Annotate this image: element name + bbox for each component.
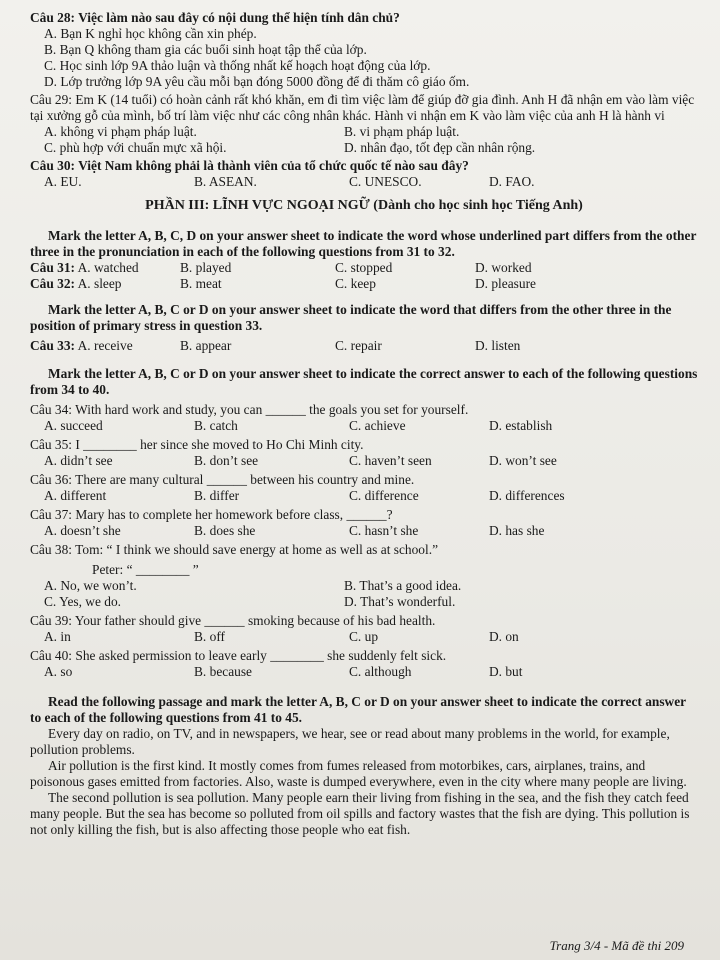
q35-option-b: B. don’t see [194, 453, 259, 468]
q40-options [30, 664, 698, 680]
q39-option-c: C. up [349, 629, 379, 644]
q29-options-row1 [30, 124, 698, 140]
instruction-31-32: Mark the letter A, B, C, D on your answer sheet to indicate the word whose underlined part differs from the other three in the pronunciation in each of the following questions from 31 to 32. [30, 228, 697, 259]
question-28: Câu 28: Việc làm nào sau đây có nội dung thể hiện tính dân chủ? [30, 10, 400, 25]
q38-option-b: B. That’s a good idea. [344, 578, 462, 593]
q32-option-a: Câu 32: A. sleep [30, 276, 122, 291]
q29-options-row2 [30, 140, 698, 156]
q37-option-a: A. doesn’t she [44, 523, 121, 538]
q35-options [30, 453, 698, 469]
q30-option-a: A. EU. [44, 174, 82, 189]
q34-option-c: C. achieve [349, 418, 406, 433]
q31-option-a: Câu 31: A. watched [30, 260, 139, 275]
q28-option-d: D. Lớp trưởng lớp 9A yêu cầu mỗi bạn đóng 5000 đồng để đi thăm cô giáo ốm. [44, 74, 470, 89]
q40-option-b: B. because [194, 664, 253, 679]
question-39: Câu 39: Your father should give ______ smoking because of his bad health. [30, 613, 436, 628]
instruction-33: Mark the letter A, B, C or D on your answer sheet to indicate the word that differs from the other three in the position of primary stress in question 33. [30, 302, 672, 333]
question-31 [30, 260, 698, 276]
q38-peter-line: Peter: “ ________ ” [92, 562, 199, 577]
instruction-41-45: Read the following passage and mark the letter A, B, C or D on your answer sheet to indicate the correct answer to each of the following questions from 41 to 45. [30, 694, 686, 725]
q36-options [30, 488, 698, 504]
q36-option-d: D. differences [489, 488, 565, 503]
q28-option-a: A. Bạn K nghỉ học không cần xin phép. [44, 26, 257, 41]
q30-option-c: C. UNESCO. [349, 174, 422, 189]
question-30: Câu 30: Việt Nam không phải là thành viên của tổ chức quốc tế nào sau đây? [30, 158, 469, 173]
q35-option-c: C. haven’t seen [349, 453, 432, 468]
q33-option-d: D. listen [475, 338, 521, 353]
q32-option-c: C. keep [335, 276, 376, 291]
passage-paragraph-2: Air pollution is the first kind. It mostly comes from fumes released from motorbikes, cars, airplanes, trains, and poisonous gases emitted from factories. Also, waste is dumped everywhere, even in the city where many people are living. [30, 758, 687, 789]
q40-option-a: A. so [44, 664, 73, 679]
q33-option-a: Câu 33: A. receive [30, 338, 133, 353]
q35-option-d: D. won’t see [489, 453, 557, 468]
question-34: Câu 34: With hard work and study, you can ______ the goals you set for yourself. [30, 402, 469, 417]
q38-option-a: A. No, we won’t. [44, 578, 137, 593]
q32-option-d: D. pleasure [475, 276, 536, 291]
question-35: Câu 35: I ________ her since she moved to Ho Chi Minh city. [30, 437, 364, 452]
q35-option-a: A. didn’t see [44, 453, 113, 468]
q31-option-d: D. worked [475, 260, 532, 275]
q40-option-c: C. although [349, 664, 412, 679]
part-3-title: PHẦN III: LĨNH VỰC NGOẠI NGỮ (Dành cho học sinh học Tiếng Anh) [145, 198, 583, 213]
q38-option-d: D. That’s wonderful. [344, 594, 456, 609]
q36-option-b: B. differ [194, 488, 240, 503]
page-footer: Trang 3/4 - Mã đề thi 209 [549, 938, 684, 953]
q31-option-c: C. stopped [335, 260, 393, 275]
q37-option-c: C. hasn’t she [349, 523, 419, 538]
q28-option-b: B. Bạn Q không tham gia các buổi sinh hoạt tập thể của lớp. [44, 42, 367, 57]
question-33 [30, 338, 698, 354]
q32-option-b: B. meat [180, 276, 222, 291]
q39-option-b: B. off [194, 629, 225, 644]
question-36: Câu 36: There are many cultural ______ between his country and mine. [30, 472, 415, 487]
q29-option-c: C. phù hợp với chuẩn mực xã hội. [44, 140, 227, 155]
q31-option-b: B. played [180, 260, 232, 275]
q39-options [30, 629, 698, 645]
q29-option-b: B. vi phạm pháp luật. [344, 124, 460, 139]
q34-options [30, 418, 698, 434]
q38-options-row2 [30, 594, 698, 610]
q38-option-c: C. Yes, we do. [44, 594, 122, 609]
q38-options-row1 [30, 578, 698, 594]
question-29: Câu 29: Em K (14 tuổi) có hoàn cảnh rất khó khăn, em đi tìm việc làm để giúp đỡ gia đình. Anh H đã nhận em vào làm việc tại xưởng gỗ của mình, bố trí làm việc như các công nhân khác. Hành vi nhận em K vào làm việc của anh H là hành vi [30, 92, 695, 123]
q34-option-d: D. establish [489, 418, 553, 433]
q39-option-a: A. in [44, 629, 71, 644]
q40-option-d: D. but [489, 664, 523, 679]
q30-option-b: B. ASEAN. [194, 174, 257, 189]
question-38: Câu 38: Tom: “ I think we should save energy at home as well as at school.” [30, 542, 439, 557]
question-37: Câu 37: Mary has to complete her homework before class, ______? [30, 507, 393, 522]
q33-option-c: C. repair [335, 338, 382, 353]
instruction-34-40: Mark the letter A, B, C or D on your answer sheet to indicate the correct answer to each of the following questions from 34 to 40. [30, 366, 698, 397]
q28-option-c: C. Học sinh lớp 9A thảo luận và thống nhất kế hoạch hoạt động của lớp. [44, 58, 431, 73]
q36-option-a: A. different [44, 488, 107, 503]
q34-option-a: A. succeed [44, 418, 103, 433]
passage-paragraph-1: Every day on radio, on TV, and in newspapers, we hear, see or read about many problems in the world, for example, pollution problems. [30, 726, 670, 757]
question-40: Câu 40: She asked permission to leave early ________ she suddenly felt sick. [30, 648, 447, 663]
q29-option-d: D. nhân đạo, tốt đẹp cần nhân rộng. [344, 140, 536, 155]
question-32 [30, 276, 698, 292]
q39-option-d: D. on [489, 629, 519, 644]
q30-option-d: D. FAO. [489, 174, 535, 189]
q36-option-c: C. difference [349, 488, 419, 503]
q33-option-b: B. appear [180, 338, 232, 353]
q37-option-d: D. has she [489, 523, 545, 538]
q37-options [30, 523, 698, 539]
q34-option-b: B. catch [194, 418, 238, 433]
q37-option-b: B. does she [194, 523, 256, 538]
passage-paragraph-3: The second pollution is sea pollution. Many people earn their living from fishing in the sea, and the fish they catch feed many people. But the sea has become so polluted from oil spills and factory wastes that the fish are dying. This pollution is not only killing the fish, but is also affecting those people who eat fish. [30, 790, 690, 837]
q29-option-a: A. không vi phạm pháp luật. [44, 124, 197, 139]
q30-options [30, 174, 698, 190]
